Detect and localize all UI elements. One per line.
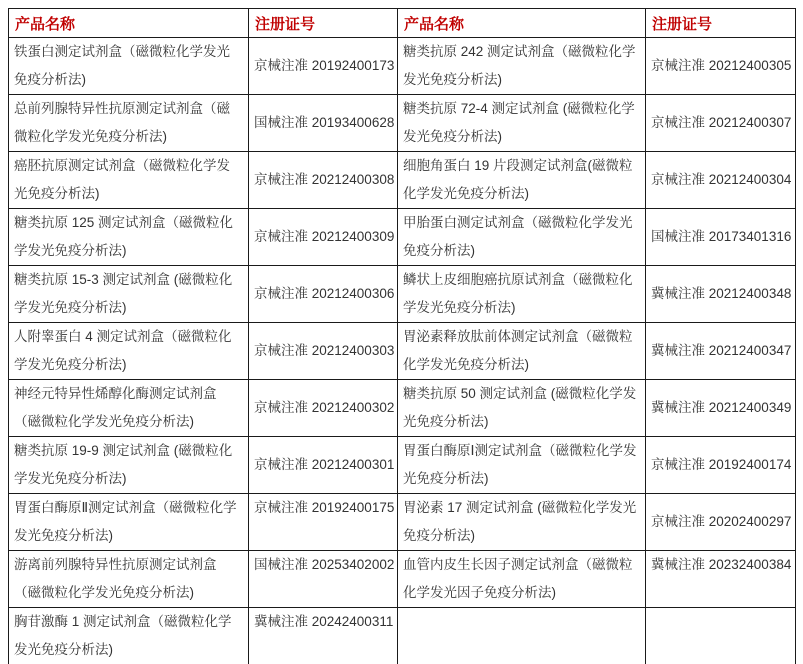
product-name-cell: 血管内皮生长因子测定试剂盒（磁微粒化学发光因子免疫分析法) — [398, 551, 646, 608]
reg-number-cell: 冀械注准 20212400348 — [646, 266, 796, 323]
col-header-reg-number-left: 注册证号 — [249, 9, 398, 38]
product-name-cell: 癌胚抗原测定试剂盒（磁微粒化学发光免疫分析法) — [9, 152, 249, 209]
reg-number-cell — [646, 608, 796, 664]
table-row — [9, 380, 796, 437]
reg-number-cell: 冀械注准 20212400347 — [646, 323, 796, 380]
col-header-reg-number-right: 注册证号 — [646, 9, 796, 38]
table-row — [9, 494, 796, 551]
product-name-cell — [398, 608, 646, 664]
table-row — [9, 608, 796, 664]
reg-number-cell: 京械注准 20202400297 — [646, 494, 796, 551]
reg-number-cell: 京械注准 20212400303 — [249, 323, 398, 380]
product-name-cell: 胃蛋白酶原Ⅱ测定试剂盒（磁微粒化学发光免疫分析法) — [9, 494, 249, 551]
product-name-cell: 神经元特异性烯醇化酶测定试剂盒（磁微粒化学发光免疫分析法) — [9, 380, 249, 437]
reg-number-cell: 国械注准 20173401316 — [646, 209, 796, 266]
table-row — [9, 266, 796, 323]
product-name-cell: 糖类抗原 50 测定试剂盒 (磁微粒化学发光免疫分析法) — [398, 380, 646, 437]
reg-number-cell: 京械注准 20212400308 — [249, 152, 398, 209]
product-registration-table — [8, 8, 796, 664]
product-name-cell: 糖类抗原 72-4 测定试剂盒 (磁微粒化学发光免疫分析法) — [398, 95, 646, 152]
reg-number-cell: 京械注准 20212400304 — [646, 152, 796, 209]
table-row — [9, 38, 796, 95]
product-name-cell: 总前列腺特异性抗原测定试剂盒（磁微粒化学发光免疫分析法) — [9, 95, 249, 152]
product-name-cell: 铁蛋白测定试剂盒（磁微粒化学发光免疫分析法) — [9, 38, 249, 95]
reg-number-cell: 京械注准 20212400307 — [646, 95, 796, 152]
reg-number-cell: 京械注准 20192400173 — [249, 38, 398, 95]
header-row — [9, 9, 796, 38]
product-name-cell: 胃蛋白酶原Ⅰ测定试剂盒（磁微粒化学发光免疫分析法) — [398, 437, 646, 494]
reg-number-cell: 京械注准 20212400306 — [249, 266, 398, 323]
product-name-cell: 糖类抗原 15-3 测定试剂盒 (磁微粒化学发光免疫分析法) — [9, 266, 249, 323]
product-name-cell: 胃泌素 17 测定试剂盒 (磁微粒化学发光免疫分析法) — [398, 494, 646, 551]
reg-number-cell: 京械注准 20192400174 — [646, 437, 796, 494]
product-name-cell: 糖类抗原 125 测定试剂盒（磁微粒化学发光免疫分析法) — [9, 209, 249, 266]
reg-number-cell: 京械注准 20212400301 — [249, 437, 398, 494]
reg-number-cell: 京械注准 20212400305 — [646, 38, 796, 95]
reg-number-cell: 冀械注准 20212400349 — [646, 380, 796, 437]
product-name-cell: 细胞角蛋白 19 片段测定试剂盒(磁微粒化学发光免疫分析法) — [398, 152, 646, 209]
reg-number-cell: 京械注准 20212400309 — [249, 209, 398, 266]
table-row — [9, 152, 796, 209]
product-name-cell: 鳞状上皮细胞癌抗原试剂盒（磁微粒化学发光免疫分析法) — [398, 266, 646, 323]
reg-number-cell: 冀械注准 20242400311 — [249, 608, 398, 664]
col-header-product-name-right: 产品名称 — [398, 9, 646, 38]
product-name-cell: 糖类抗原 19-9 测定试剂盒 (磁微粒化学发光免疫分析法) — [9, 437, 249, 494]
table-row — [9, 209, 796, 266]
reg-number-cell: 国械注准 20253402002 — [249, 551, 398, 608]
table-row — [9, 437, 796, 494]
table-row — [9, 323, 796, 380]
reg-number-cell: 冀械注准 20232400384 — [646, 551, 796, 608]
product-name-cell: 胸苷激酶 1 测定试剂盒（磁微粒化学发光免疫分析法) — [9, 608, 249, 664]
reg-number-cell: 京械注准 20192400175 — [249, 494, 398, 551]
product-name-cell: 甲胎蛋白测定试剂盒（磁微粒化学发光免疫分析法) — [398, 209, 646, 266]
product-name-cell: 游离前列腺特异性抗原测定试剂盒（磁微粒化学发光免疫分析法) — [9, 551, 249, 608]
reg-number-cell: 国械注准 20193400628 — [249, 95, 398, 152]
reg-number-cell: 京械注准 20212400302 — [249, 380, 398, 437]
product-name-cell: 糖类抗原 242 测定试剂盒（磁微粒化学发光免疫分析法) — [398, 38, 646, 95]
product-name-cell: 人附睾蛋白 4 测定试剂盒（磁微粒化学发光免疫分析法) — [9, 323, 249, 380]
table-row — [9, 95, 796, 152]
table-row — [9, 551, 796, 608]
product-name-cell: 胃泌素释放肽前体测定试剂盒（磁微粒化学发光免疫分析法) — [398, 323, 646, 380]
col-header-product-name-left: 产品名称 — [9, 9, 249, 38]
